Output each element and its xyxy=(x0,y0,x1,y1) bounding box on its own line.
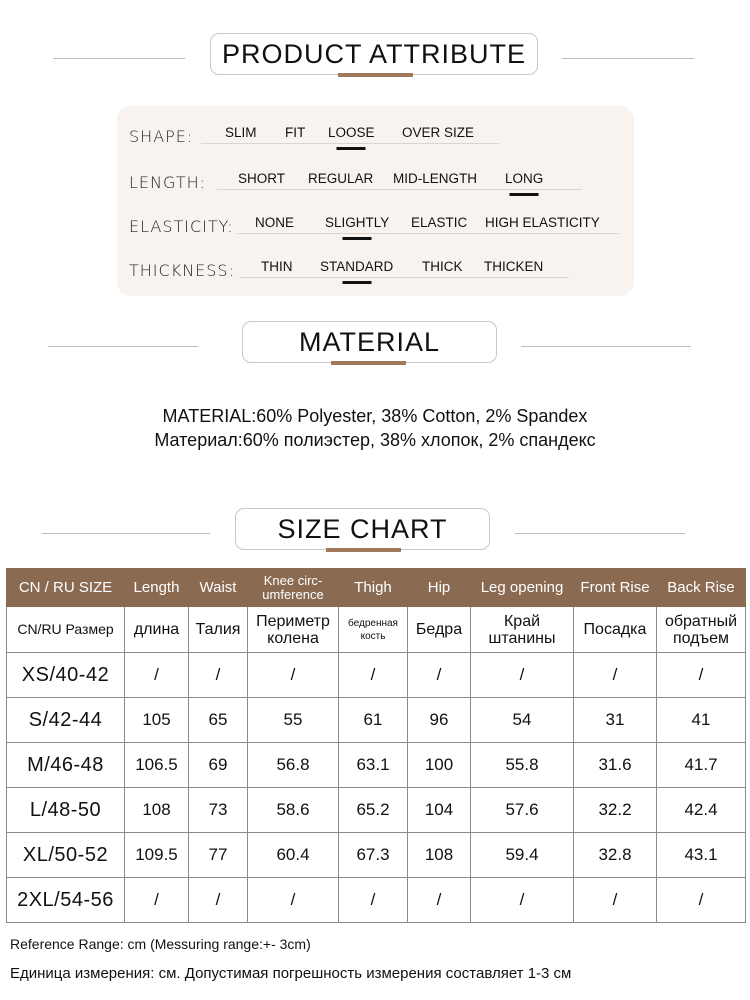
divider-line xyxy=(521,346,691,347)
cell: 43.1 xyxy=(657,833,746,878)
option-mid-length: MID-LENGTH xyxy=(393,171,477,186)
size-cell: L/48-50 xyxy=(7,788,125,833)
divider-line xyxy=(42,533,210,534)
header-length: Length xyxy=(125,569,189,607)
header-ru-leg xyxy=(471,607,574,653)
cell: 41 xyxy=(657,698,746,743)
header-ru-length: длина xyxy=(125,607,189,653)
cell: 73 xyxy=(189,788,248,833)
option-standard-selected: STANDARD xyxy=(320,259,394,274)
cell: 96 xyxy=(408,698,471,743)
option-short: SHORT xyxy=(238,171,286,186)
header-ru-leg-line2: штанины xyxy=(488,629,556,647)
cell: 109.5 xyxy=(125,833,189,878)
cell: / xyxy=(339,653,408,698)
divider-line xyxy=(201,143,499,144)
cell: 63.1 xyxy=(339,743,408,788)
option-loose-selected: LOOSE xyxy=(328,125,375,140)
header-ru-back-line1: обратный xyxy=(664,612,738,630)
attribute-label: ELASTICITY: xyxy=(129,217,234,236)
attribute-row-length xyxy=(129,164,622,194)
size-cell: M/46-48 xyxy=(7,743,125,788)
header-leg-opening: Leg opening xyxy=(471,569,574,607)
size-cell: S/42-44 xyxy=(7,698,125,743)
cell: / xyxy=(657,878,746,923)
accent-bar xyxy=(326,548,401,552)
cell: 105 xyxy=(125,698,189,743)
size-cell: XS/40-42 xyxy=(7,653,125,698)
table-row xyxy=(7,833,746,878)
table-row xyxy=(7,743,746,788)
measurement-note-ru: Единица измерения: см. Допустимая погрешность измерения составляет 1-3 см xyxy=(10,965,572,982)
header-knee-line2: umference xyxy=(262,586,324,602)
cell: 104 xyxy=(408,788,471,833)
cell: / xyxy=(408,653,471,698)
cell: / xyxy=(408,878,471,923)
header-knee-line1: Knee circ- xyxy=(263,572,323,588)
cell: / xyxy=(125,878,189,923)
material-composition-ru: Материал:60% полиэстер, 38% хлопок, 2% спандекс xyxy=(154,430,596,450)
section-title: SIZE CHART xyxy=(235,508,490,550)
cell: 61 xyxy=(339,698,408,743)
header-ru-thigh-line2: кость xyxy=(360,630,386,642)
attribute-row-elasticity xyxy=(129,208,622,238)
header-ru-size: CN/RU Размер xyxy=(7,607,125,653)
material-composition-en: MATERIAL:60% Polyester, 38% Cotton, 2% Spandex xyxy=(162,406,588,426)
cell: 31.6 xyxy=(574,743,657,788)
attribute-row-thickness xyxy=(129,252,622,282)
divider-line xyxy=(237,233,619,234)
header-ru-back-line2: подъем xyxy=(672,629,730,647)
section-header-material xyxy=(0,321,750,371)
cell: 56.8 xyxy=(248,743,339,788)
option-elastic: ELASTIC xyxy=(411,215,468,230)
cell: / xyxy=(574,653,657,698)
cell: 60.4 xyxy=(248,833,339,878)
cell: 65.2 xyxy=(339,788,408,833)
header-thigh: Thigh xyxy=(339,569,408,607)
header-hip: Hip xyxy=(408,569,471,607)
cell: / xyxy=(471,878,574,923)
header-back-rise: Back Rise xyxy=(657,569,746,607)
table-row xyxy=(7,698,746,743)
option-fit: FIT xyxy=(285,125,306,140)
option-slim: SLIM xyxy=(225,125,257,140)
accent-bar xyxy=(338,73,413,77)
option-thin: THIN xyxy=(261,259,293,274)
header-ru-knee-line2: колена xyxy=(267,629,319,647)
table-row xyxy=(7,878,746,923)
cell: 58.6 xyxy=(248,788,339,833)
section-header-size-chart xyxy=(0,508,750,558)
measurement-note-en: Reference Range: cm (Messuring range:+- 3cm) xyxy=(10,936,311,952)
cell: / xyxy=(189,653,248,698)
header-knee xyxy=(248,569,339,607)
divider-line xyxy=(53,58,185,59)
cell: 108 xyxy=(125,788,189,833)
cell: 41.7 xyxy=(657,743,746,788)
divider-line xyxy=(217,189,582,190)
divider-line xyxy=(562,58,694,59)
header-ru-thigh-line1: бедренная xyxy=(348,617,398,629)
cell: 42.4 xyxy=(657,788,746,833)
cell: 32.8 xyxy=(574,833,657,878)
header-ru-waist: Талия xyxy=(189,607,248,653)
cell: 65 xyxy=(189,698,248,743)
cell: 108 xyxy=(408,833,471,878)
section-header-product-attribute xyxy=(0,33,750,83)
attribute-label: LENGTH: xyxy=(129,173,207,192)
header-size: CN / RU SIZE xyxy=(7,569,125,607)
cell: / xyxy=(471,653,574,698)
option-high-elasticity: HIGH ELASTICITY xyxy=(485,215,600,230)
option-long-selected: LONG xyxy=(505,171,544,186)
table-header-row-en xyxy=(7,569,746,607)
option-thick: THICK xyxy=(422,259,463,274)
header-ru-knee-line1: Периметр xyxy=(256,612,330,630)
cell: 31 xyxy=(574,698,657,743)
divider-line xyxy=(239,277,569,278)
attribute-label: SHAPE: xyxy=(129,127,194,146)
cell: 55 xyxy=(248,698,339,743)
size-chart-table xyxy=(6,568,746,923)
cell: / xyxy=(125,653,189,698)
cell: 67.3 xyxy=(339,833,408,878)
option-slightly-selected: SLIGHTLY xyxy=(325,215,390,230)
header-ru-hip: Бедра xyxy=(408,607,471,653)
cell: 59.4 xyxy=(471,833,574,878)
accent-bar xyxy=(331,361,406,365)
cell: 100 xyxy=(408,743,471,788)
cell: 54 xyxy=(471,698,574,743)
header-ru-front-rise: Посадка xyxy=(574,607,657,653)
section-title: PRODUCT ATTRIBUTE xyxy=(210,33,538,75)
cell: / xyxy=(574,878,657,923)
cell: / xyxy=(657,653,746,698)
attribute-panel xyxy=(117,106,634,296)
cell: / xyxy=(248,878,339,923)
table-row xyxy=(7,653,746,698)
header-ru-knee xyxy=(248,607,339,653)
divider-line xyxy=(515,533,685,534)
option-regular: REGULAR xyxy=(308,171,374,186)
option-none: NONE xyxy=(255,215,295,230)
size-cell: 2XL/54-56 xyxy=(7,878,125,923)
size-cell: XL/50-52 xyxy=(7,833,125,878)
table-header-row-ru xyxy=(7,607,746,653)
cell: / xyxy=(339,878,408,923)
cell: 32.2 xyxy=(574,788,657,833)
header-ru-thigh xyxy=(339,607,408,653)
cell: 57.6 xyxy=(471,788,574,833)
option-over-size: OVER SIZE xyxy=(402,125,475,140)
attribute-label: THICKNESS: xyxy=(129,261,235,280)
header-waist: Waist xyxy=(189,569,248,607)
divider-line xyxy=(48,346,198,347)
header-ru-back-rise xyxy=(657,607,746,653)
table-row xyxy=(7,788,746,833)
cell: / xyxy=(248,653,339,698)
header-front-rise: Front Rise xyxy=(574,569,657,607)
section-title: MATERIAL xyxy=(242,321,497,363)
option-thicken: THICKEN xyxy=(484,259,544,274)
cell: / xyxy=(189,878,248,923)
cell: 69 xyxy=(189,743,248,788)
header-ru-leg-line1: Край xyxy=(503,612,541,630)
attribute-row-shape xyxy=(129,118,622,148)
cell: 77 xyxy=(189,833,248,878)
cell: 55.8 xyxy=(471,743,574,788)
cell: 106.5 xyxy=(125,743,189,788)
